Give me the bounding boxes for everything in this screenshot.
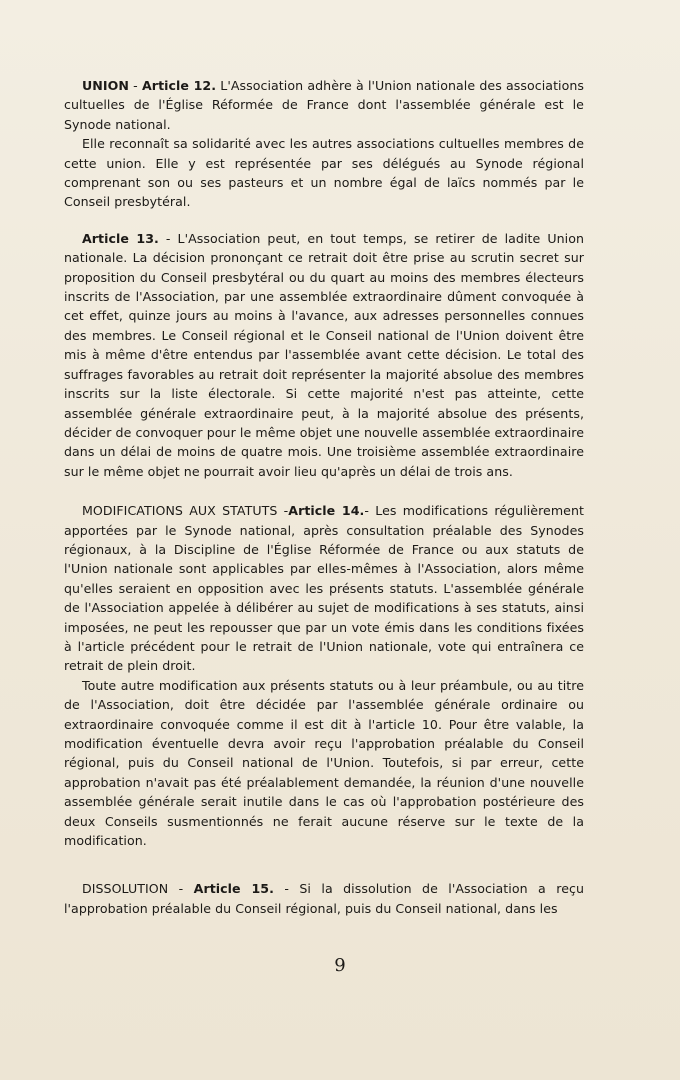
body-text <box>64 76 584 918</box>
spacer <box>64 850 584 879</box>
article-15-text: - Si la dissolution de l'Association a reçu l'approbation préalable du Conseil régional, puis du Conseil national, dans les <box>64 881 584 916</box>
article-14-paragraph <box>64 501 584 676</box>
page-number: 9 <box>334 955 346 976</box>
separator: - <box>128 78 143 93</box>
article-13-label: Article 13. <box>82 230 159 246</box>
spacer <box>64 481 584 501</box>
section-heading-union: UNION <box>82 78 129 93</box>
article-12-text: L'Association adhère à l'Union nationale des associations cultuelles de l'Église Réformée de France dont l'assemblée générale est le Synode national. <box>64 78 584 132</box>
article-12-paragraph <box>64 76 584 134</box>
article-13-paragraph <box>64 229 584 481</box>
article-15-label: Article 15. <box>193 881 274 897</box>
article-14-paragraph-2: Toute autre modification aux présents statuts ou à leur préambule, ou au titre de l'Association, doit être décidée par l'assemblée générale ordinaire ou extraordinaire convoquée comme il est dit à l'article 10. Pour être valable, la modification éventuelle devra avoir reçu l'approbation préalable du Conseil régional, puis du Conseil national de l'Union. Toutefois, si par erreur, cette approbation n'avait pas été préalablement demandée, la réunion d'une nouvelle assemblée générale serait inutile dans le cas où l'approbation postérieure des deux Conseils susmentionnés ne ferait aucune réserve sur le texte de la modification. <box>64 677 584 849</box>
article-14-label: Article 14. <box>288 503 365 519</box>
article-13-text: - L'Association peut, en tout temps, se retirer de ladite Union nationale. La décision prononçant ce retrait doit être prise au scrutin secret sur proposition du Conseil presbytéral ou du quart au moins des membres électeurs inscrits de l'Association, par une assemblée extraordinaire dûment convoquée à cet effet, quinze jours au moins à l'avance, aux adresses personnelles connues des membres. Le Conseil régional et le Conseil national de l'Union doivent être mis à même d'être entendus par l'assemblée avant cette décision. Le total des suffrages favorables au retrait doit représenter la majorité absolue des membres inscrits sur la liste électorale. Si cette majorité n'est pas atteinte, cette assemblée générale extraordinaire peut, à la majorité absolue des présents, décider de convoquer pour le même objet une nouvelle assemblée extraordinaire dans un délai de moins de quatre mois. Une troisième assemblée extraordinaire sur le même objet ne pourrait avoir lieu qu'après un délai de trois ans. <box>64 230 584 479</box>
article-12-paragraph-2: Elle reconnaît sa solidarité avec les autres associations cultuelles membres de cette union. Elle y est représentée par ses délégués au Synode régional comprenant son ou ses pasteurs et un nombre égal de laïcs nommés par le Conseil presbytéral. <box>64 136 584 210</box>
separator: - <box>168 881 194 897</box>
section-heading-dissolution: DISSOLUTION <box>82 881 169 897</box>
separator: - <box>277 503 289 519</box>
article-15-paragraph <box>64 879 584 918</box>
section-heading-modifications: MODIFICATIONS AUX STATUTS <box>82 503 278 519</box>
article-14-text: - Les modifications régulièrement apportées par le Synode national, après consultation préalable des Synodes régionaux, à la Discipline de l'Église Réformée de France ou aux statuts de l'Union nationale sont applicables par elles-mêmes à l'Association, alors même qu'elles seraient en opposition avec les présents statuts. L'assemblée générale de l'Association appelée à délibérer au sujet de modifications à ses statuts, ainsi imposées, ne peut les repousser que par un vote émis dans les conditions fixées à l'article précédent pour le retrait de l'Union nationale, vote qui entraînera ce retrait de plein droit. <box>64 503 584 674</box>
spacer <box>64 212 584 229</box>
article-12-label: Article 12. <box>142 78 217 93</box>
